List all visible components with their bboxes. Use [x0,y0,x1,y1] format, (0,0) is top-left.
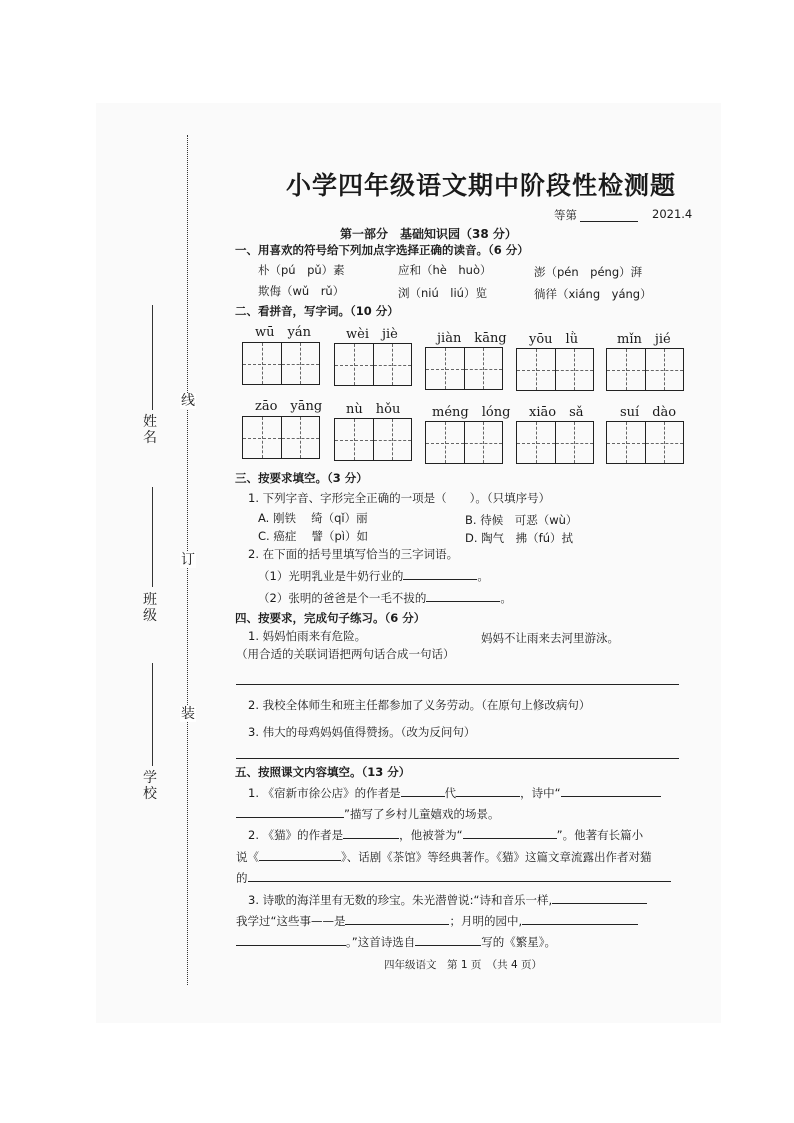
s2-writing-grid-3[interactable] [425,347,503,390]
s2-writing-grid-5[interactable] [606,348,684,391]
page-title: 小学四年级语文期中阶段性检测题 [286,171,677,200]
s5-q3-line-blank-1[interactable] [345,913,449,925]
s3-option-d: D. 陶气 拂（fú）拭 [465,531,574,545]
s1-item-1: 朴（pú pǔ）素 [258,263,345,277]
s1-item-4: 欺侮（wǔ rǔ） [258,284,345,298]
s1-item-2: 应和（hè huò） [398,263,492,277]
s3-q2b [258,590,512,606]
s4-heading: 四、按要求，完成句子练习。（6 分） [235,611,426,625]
s2-pinyin-3: jiàn kāng [437,331,507,346]
s5-q2e: 》、话剧《茶馆》等经典著作。《猫》这篇文章流露出作者对猫 [341,850,652,864]
s5-q2a: 2. 《猫》的作者是 [248,828,344,842]
s3-q2b-text: （2）张明的爸爸是个一毛不拔的 [258,591,427,605]
s5-q2-author-blank[interactable] [343,827,399,839]
s3-q1: 1. 下列字音、字形完全正确的一项是（ ）。（只填序号） [248,491,551,505]
margin-line-char: 线 [181,393,195,409]
s3-option-a: A. 刚铁 绮（qǐ）丽 [258,511,368,525]
s4-q1b: 妈妈不让雨来去河里游泳。 [481,631,619,645]
s5-q1-poem-blank-2[interactable] [236,806,344,818]
s5-q1a: 1. 《宿新市徐公店》的作者是 [248,786,401,800]
s5-q3d: 。”这首诗选自 [346,935,416,949]
margin-ding-char: 订 [181,552,195,568]
class-blank[interactable] [152,487,153,587]
s5-q1-dynasty-blank[interactable] [401,785,445,797]
s2-writing-grid-1[interactable] [242,342,320,385]
part1-title: 第一部分 基础知识园（38 分） [340,227,517,241]
s5-q3-line-blank-2[interactable] [522,913,638,925]
s2-writing-grid-6[interactable] [242,416,320,459]
s2-pinyin-10: suí dào [620,405,677,420]
grade-blank[interactable] [580,221,638,222]
s5-q3-author-blank[interactable] [415,934,481,946]
s3-q2a [258,568,489,584]
exam-date: 2021.4 [652,207,693,221]
s4-q1a: 1. 妈妈怕雨来有危险。 [248,629,367,643]
name-label: 姓名 [143,414,157,446]
s5-q3b: 我学过“这些事——是 [236,914,346,928]
name-blank[interactable] [152,305,153,410]
s5-q1c: ，诗中“ [520,786,561,800]
s3-q2a-blank[interactable] [403,568,477,580]
class-label: 班级 [143,592,157,624]
s5-q3-line3 [236,934,556,950]
s5-q3-line-blank-3[interactable] [236,934,346,946]
s4-q2: 2. 我校全体师生和班主任都参加了义务劳动。（在原句上修改病句） [248,698,591,712]
s2-writing-grid-10[interactable] [606,421,684,464]
s5-q2b: ，他被誉为“ [399,828,463,842]
s2-pinyin-1: wū yán [255,325,311,340]
s5-q3-line2 [236,913,638,929]
s5-q1b: 代 [444,786,457,800]
margin-zhuang-char: 装 [181,706,195,722]
s3-q2: 2. 在下面的括号里填写恰当的三字词语。 [248,547,459,561]
s2-writing-grid-7[interactable] [334,418,412,461]
s2-pinyin-5: mǐn jié [617,332,671,347]
s5-q3e: 写的《繁星》。 [481,935,556,949]
s5-q2f: 的 [236,871,248,885]
s5-heading: 五、按照课文内容填空。（13 分） [235,765,411,779]
s5-q3a: 3. 诗歌的海洋里有无数的珍宝。朱光潜曾说:“诗和音乐一样, [248,893,553,907]
s5-q2c: ”。他著有长篇小 [556,828,644,842]
s3-q2b-blank[interactable] [426,590,500,602]
s1-item-3: 澎（pén péng）湃 [534,265,643,279]
s2-writing-grid-8[interactable] [425,421,503,464]
s3-option-b: B. 待候 可恶（wù） [465,513,578,527]
grade-label: 等第 [554,208,577,222]
s5-q1d: ”描写了乡村儿童嬉戏的场景。 [344,807,500,821]
s5-q1-line2 [236,806,499,822]
s3-option-c: C. 癌症 譬（pì）如 [258,529,368,543]
s3-heading: 三、按要求填空。（3 分） [235,471,368,485]
s5-q2-feeling-blank[interactable] [248,870,671,882]
s5-q2-novel-blank[interactable] [259,849,341,861]
s5-q1-author-blank[interactable] [456,785,520,797]
s2-heading: 二、看拼音，写字词。（10 分） [235,304,399,318]
s5-q2-line1 [248,827,643,843]
s2-writing-grid-2[interactable] [334,343,412,386]
s5-q2d: 说《 [236,850,259,864]
s2-pinyin-8: méng lóng [432,405,511,420]
s5-q2-line2 [236,849,652,865]
s5-q3c: ；月明的园中, [449,914,523,928]
s1-heading: 一、用喜欢的符号给下列加点字选择正确的读音。（6 分） [235,243,529,257]
s1-item-5: 浏（niú liú）览 [398,286,487,300]
s5-q1-poem-blank[interactable] [561,785,661,797]
s5-q1-line1 [248,785,661,801]
s2-pinyin-7: nù hǒu [346,402,401,417]
page-footer: 四年级语文 第 1 页 （共 4 页） [384,959,542,971]
s5-q3-quote-blank[interactable] [552,892,647,904]
s2-pinyin-9: xiāo sǎ [529,405,584,420]
s5-q2-title-blank[interactable] [463,827,557,839]
s5-q2-line3 [236,870,671,886]
s3-q2a-text: （1）光明乳业是牛奶行业的 [258,569,404,583]
s4-q3: 3. 伟大的母鸡妈妈值得赞扬。（改为反问句） [248,725,476,739]
s3-q2b-end: 。 [500,591,512,605]
s1-item-6: 徜徉（xiáng yáng） [534,287,652,301]
s4-q1-answer-line[interactable] [236,684,679,685]
s2-pinyin-2: wèi jiè [346,327,398,342]
s4-q3-answer-line[interactable] [236,758,679,759]
s3-q2a-end: 。 [477,569,489,583]
s2-writing-grid-4[interactable] [516,348,594,391]
s2-writing-grid-9[interactable] [516,421,594,464]
s2-pinyin-4: yōu lǜ [529,332,579,347]
s2-pinyin-6: zāo yāng [255,399,323,414]
s5-q3-line1 [248,892,647,908]
s4-q1-note: （用合适的关联词语把两句话合成一句话） [236,647,455,661]
school-blank[interactable] [152,663,153,766]
school-label: 学校 [143,770,157,802]
